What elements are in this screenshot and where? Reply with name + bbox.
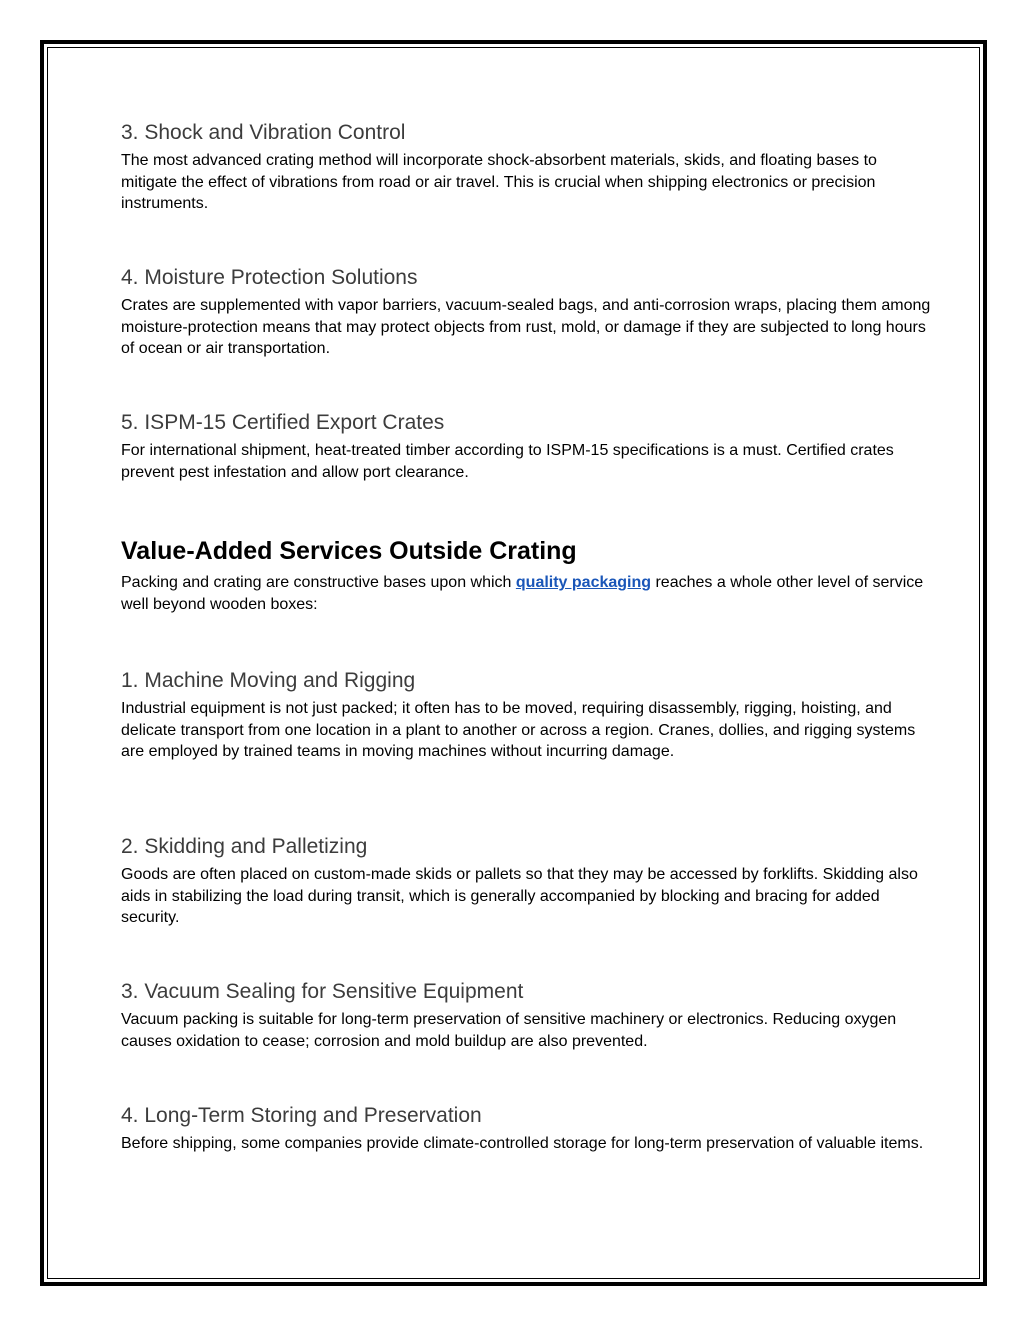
intro-text-after: reaches a whole other level of service well beyond wooden boxes: <box>121 574 924 613</box>
section-ispm15 <box>121 410 931 483</box>
section-shock-vibration <box>121 120 931 215</box>
section-value-added <box>121 536 931 615</box>
section-heading: 5. ISPM-15 Certified Export Crates <box>121 411 445 434</box>
value-added-intro <box>121 572 931 615</box>
section-body: Before shipping, some companies provide climate-controlled storage for long-term preservation of valuable items. <box>121 1135 924 1152</box>
section-body: Crates are supplemented with vapor barriers, vacuum-sealed bags, and anti-corrosion wraps, placing them among moisture-protection means that may protect objects from rust, mold, or damage if they are subjected to long hours of ocean or air transportation. <box>121 297 931 357</box>
section-body: Goods are often placed on custom-made skids or pallets so that they may be accessed by forklifts. Skidding also aids in stabilizing the load during transit, which is generally accompanied by blocking and bracing for added security. <box>121 866 918 926</box>
intro-text-before: Packing and crating are constructive bases upon which <box>121 574 516 591</box>
section-long-term-storing <box>121 1103 931 1155</box>
section-machine-moving <box>121 668 931 763</box>
page-border <box>40 40 987 1286</box>
section-moisture-protection <box>121 265 931 360</box>
section-heading: 4. Moisture Protection Solutions <box>121 266 418 289</box>
page-border-inner <box>47 47 980 1279</box>
section-heading: 4. Long-Term Storing and Preservation <box>121 1104 482 1127</box>
section-vacuum-sealing <box>121 979 931 1052</box>
section-heading: 3. Vacuum Sealing for Sensitive Equipment <box>121 980 524 1003</box>
section-body: The most advanced crating method will incorporate shock-absorbent materials, skids, and floating bases to mitigate the effect of vibrations from road or air travel. This is crucial when shipping electronics or precision instruments. <box>121 152 877 212</box>
section-heading: 1. Machine Moving and Rigging <box>121 669 416 692</box>
value-added-title: Value-Added Services Outside Crating <box>121 537 577 565</box>
section-heading: 2. Skidding and Palletizing <box>121 835 368 858</box>
quality-packaging-link[interactable]: quality packaging <box>515 574 652 591</box>
section-body: Vacuum packing is suitable for long-term preservation of sensitive machinery or electronics. Reducing oxygen causes oxidation to cease; corrosion and mold buildup are also prevented. <box>121 1011 897 1050</box>
section-body: For international shipment, heat-treated timber according to ISPM-15 specifications is a must. Certified crates prevent pest infestation and allow port clearance. <box>121 442 894 481</box>
section-skidding <box>121 834 931 929</box>
section-heading: 3. Shock and Vibration Control <box>121 121 406 144</box>
section-body: Industrial equipment is not just packed; it often has to be moved, requiring disassembly, rigging, hoisting, and delicate transport from one location in a plant to another or across a region. Cranes, dollies, and rigging systems are employed by trained teams in moving machines without incurring damage. <box>121 700 916 760</box>
